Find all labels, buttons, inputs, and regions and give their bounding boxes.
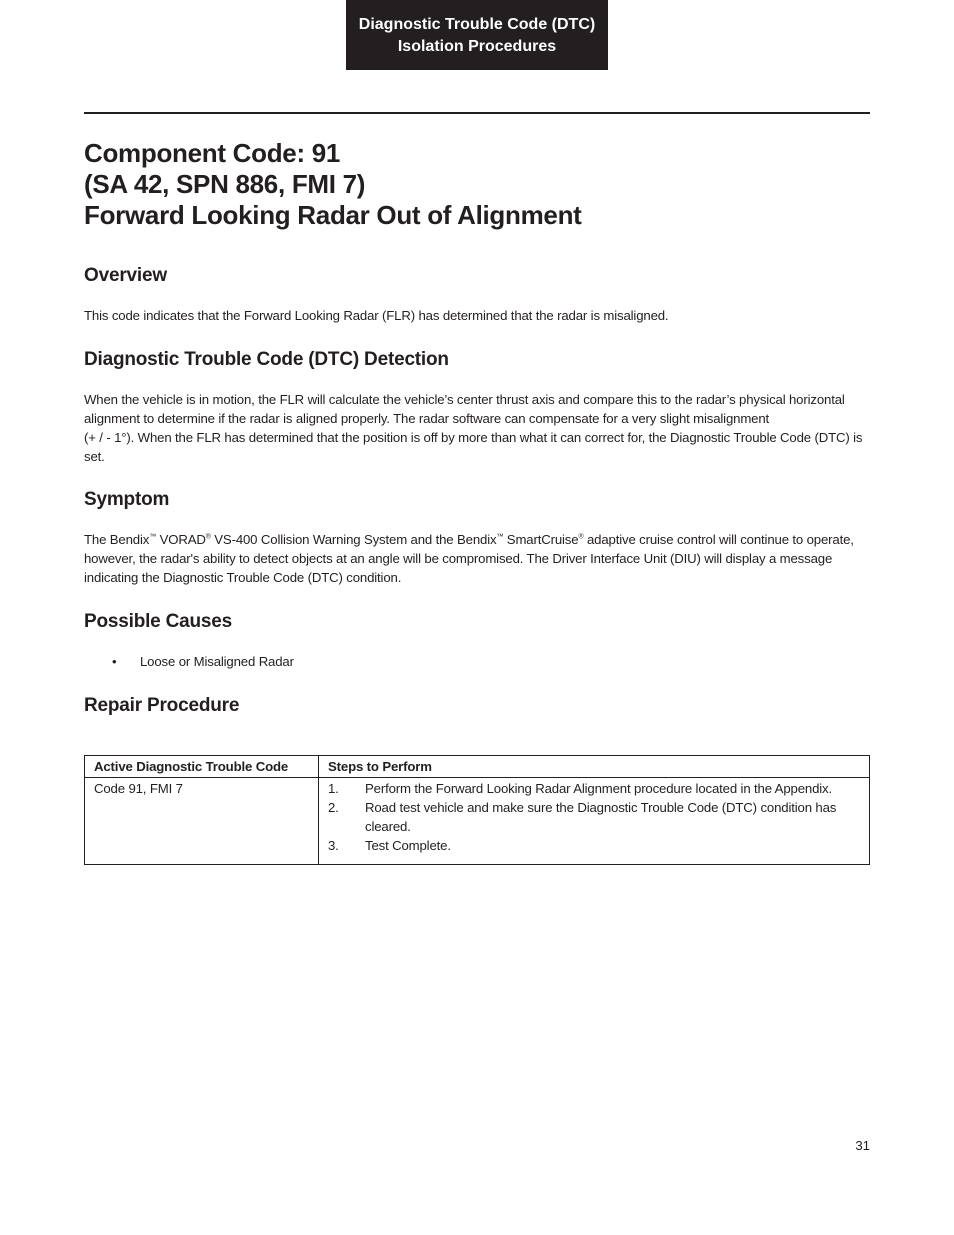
symptom-text-part: VS-400 Collision Warning System and the Bendix [210, 532, 497, 547]
table-row [85, 778, 870, 865]
overview-text: This code indicates that the Forward Looking Radar (FLR) has determined that the radar is misaligned. [84, 308, 669, 323]
trademark-mark: ™ [149, 533, 157, 541]
symptom-text-part: VORAD [156, 532, 206, 547]
detection-line-1: When the vehicle is in motion, the FLR will calculate the vehicle’s center thrust axis and compare this to the radar’s physical horizontal [84, 392, 845, 407]
step-number: 1. [328, 781, 339, 796]
symptom-heading: Symptom [84, 489, 170, 510]
table-header-row [85, 756, 870, 778]
detection-line-2: alignment to determine if the radar is aligned properly. The radar software can compensate for a very slight misalignment [84, 411, 770, 426]
step-text: Test Complete. [365, 838, 451, 853]
step-number: 3. [328, 838, 339, 853]
dtc-code-cell: Code 91, FMI 7 [85, 778, 319, 865]
symptom-text-part: adaptive cruise control will continue to operate, [583, 532, 854, 547]
section-header-tab [346, 0, 608, 70]
overview-heading: Overview [84, 265, 167, 286]
symptom-text-part: The Bendix [84, 532, 150, 547]
cause-text: Loose or Misaligned Radar [140, 654, 294, 669]
step-text: Perform the Forward Looking Radar Alignment procedure located in the Appendix. [365, 781, 832, 796]
title-line-3: Forward Looking Radar Out of Alignment [84, 200, 582, 230]
detection-heading: Diagnostic Trouble Code (DTC) Detection [84, 349, 449, 370]
section-header-line-1: Diagnostic Trouble Code (DTC) [358, 16, 596, 33]
trademark-mark: ™ [496, 533, 504, 541]
symptom-line-3: indicating the Diagnostic Trouble Code (DTC) condition. [84, 570, 402, 585]
registered-mark: ® [578, 533, 584, 541]
page-title [84, 138, 870, 231]
bullet-marker: • [112, 654, 117, 669]
detection-line-4: set. [84, 449, 105, 464]
title-line-2: (SA 42, SPN 886, FMI 7) [84, 169, 366, 199]
steps-cell [319, 778, 870, 865]
section-header-line-2: Isolation Procedures [397, 38, 557, 55]
step-text: Road test vehicle and make sure the Diagnostic Trouble Code (DTC) condition has cleared. [365, 800, 837, 834]
header-divider [84, 112, 870, 114]
step-number: 2. [328, 800, 339, 815]
symptom-text [84, 530, 870, 587]
detection-line-3: (+ / - 1°). When the FLR has determined that the position is off by more than what it can correct for, the Diagnostic Trouble Code (DTC) is [84, 430, 863, 445]
repair-procedure-table [84, 755, 870, 865]
page-number: 31 [855, 1138, 870, 1153]
possible-causes-heading: Possible Causes [84, 611, 233, 632]
list-item [328, 779, 860, 798]
title-line-1: Component Code: 91 [84, 138, 341, 168]
list-item [112, 652, 294, 671]
steps-list [328, 779, 860, 855]
detection-text [84, 390, 870, 466]
column-header-steps: Steps to Perform [319, 756, 870, 778]
symptom-line-2: however, the radar's ability to detect objects at an angle will be compromised. The Driver Interface Unit (DIU) will display a message [84, 551, 833, 566]
list-item [328, 798, 860, 836]
list-item [328, 836, 860, 855]
symptom-text-part: SmartCruise [503, 532, 579, 547]
column-header-active-dtc: Active Diagnostic Trouble Code [85, 756, 319, 778]
registered-mark: ® [205, 533, 211, 541]
repair-procedure-heading: Repair Procedure [84, 695, 240, 716]
